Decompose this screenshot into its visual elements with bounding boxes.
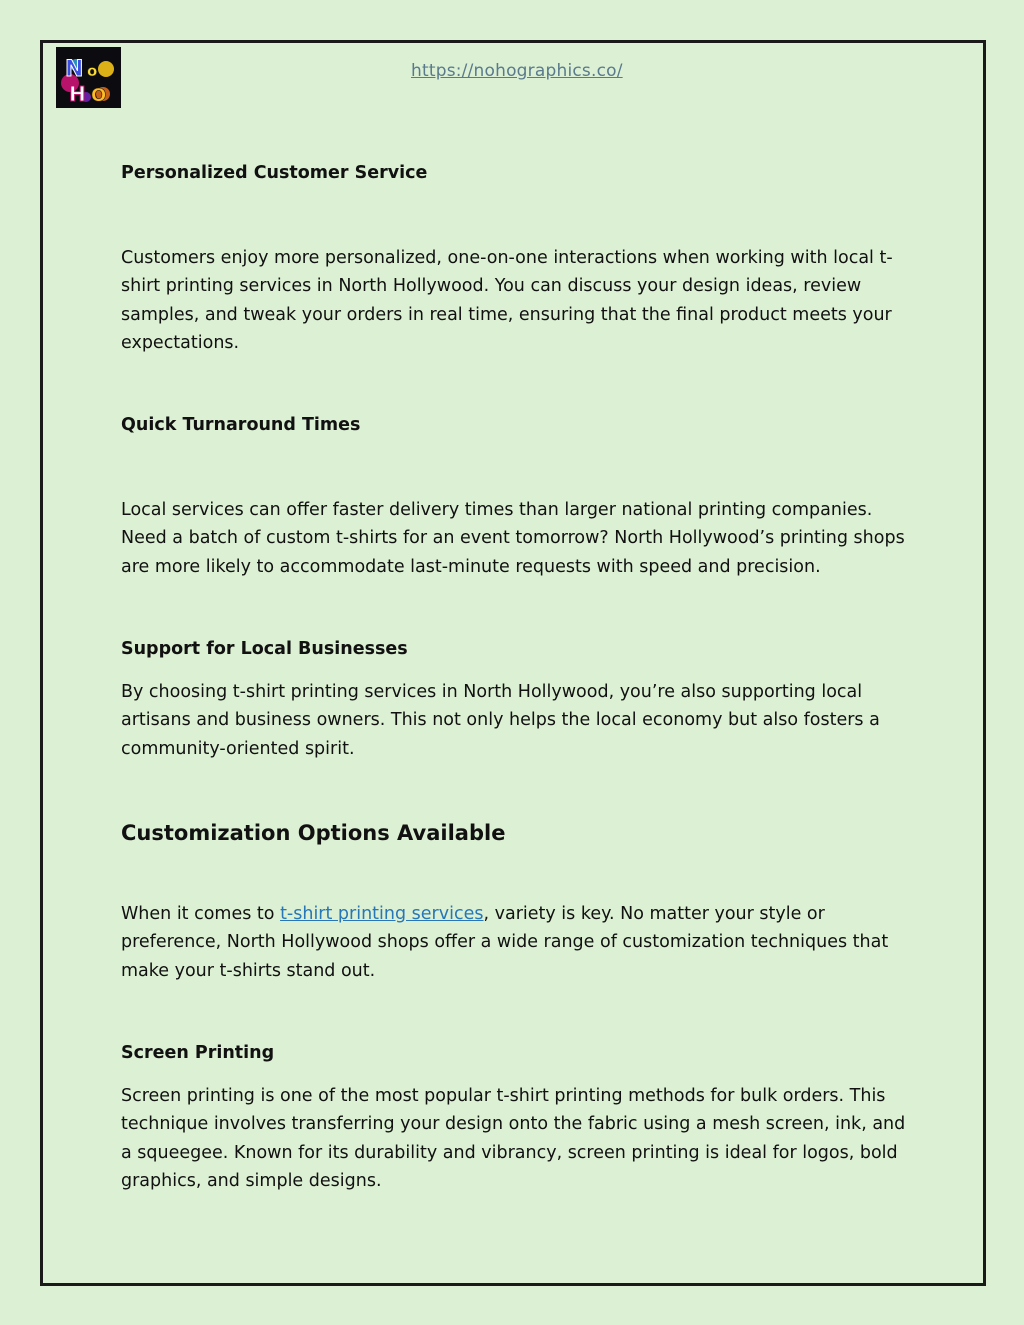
svg-text:o: o bbox=[87, 62, 98, 80]
svg-text:N: N bbox=[65, 57, 84, 82]
local-business-paragraph: By choosing t-shirt printing services in North Hollywood, you’re also supporting local artisans and business owners. This not only helps the local economy but also fosters a community-oriented spirit. bbox=[121, 682, 880, 759]
customization-text-before: When it comes to bbox=[121, 904, 281, 924]
customization-heading: Customization Options Available bbox=[121, 821, 506, 845]
personalized-service-paragraph: Customers enjoy more personalized, one-on-one interactions when working with local t-shirt printing services in North Hollywood. You can discuss your design ideas, review samples, and tweak your orders in real time, ensuring that the final product meets your expectations. bbox=[121, 248, 893, 353]
svg-text:H: H bbox=[69, 82, 86, 106]
quick-turnaround-heading: Quick Turnaround Times bbox=[121, 415, 361, 435]
screen-printing-paragraph: Screen printing is one of the most popular t-shirt printing methods for bulk orders. This technique involves transferring your design onto the fabric using a mesh screen, ink, and a squeegee. Known for its durability and vibrancy, screen printing is ideal for logos, bold graphics, and simple designs. bbox=[121, 1086, 906, 1191]
noho-logo-graphic bbox=[56, 47, 121, 108]
local-business-heading: Support for Local Businesses bbox=[121, 639, 408, 659]
quick-turnaround-paragraph: Local services can offer faster delivery times than larger national printing companies. Need a batch of custom t-shirts for an event tomorrow? North Hollywood’s printing shops are more likely to accommodate last-minute requests with speed and precision. bbox=[121, 500, 905, 577]
personalized-service-heading: Personalized Customer Service bbox=[121, 163, 428, 183]
tshirt-printing-services-link[interactable]: t-shirt printing services bbox=[280, 904, 484, 924]
svg-text:O: O bbox=[91, 85, 107, 106]
header-url-link[interactable]: https://nohographics.co/ bbox=[411, 61, 623, 81]
customization-paragraph bbox=[121, 900, 911, 985]
customization-text-after: , variety is key. No matter your style or preference, North Hollywood shops offer a wide range of customization techniques that make your t-shirts stand out. bbox=[121, 904, 889, 981]
screen-printing-heading: Screen Printing bbox=[121, 1043, 275, 1063]
noho-logo bbox=[56, 47, 121, 108]
